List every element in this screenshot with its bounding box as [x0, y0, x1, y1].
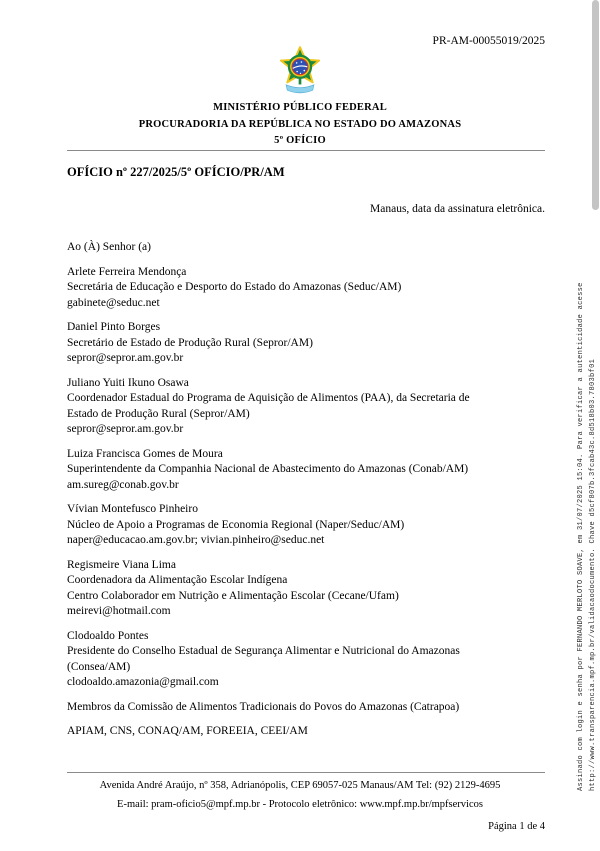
recipient-title: Secretária de Educação e Desporto do Estado do Amazonas (Seduc/AM): [67, 281, 402, 293]
protocol-number: PR-AM-00055019/2025: [432, 35, 545, 47]
recipient-block: [67, 447, 545, 494]
recipient-email: sepror@sepror.am.gov.br: [67, 352, 184, 364]
footer-address: Avenida André Araújo, nº 358, Adrianópolis, CEP 69057-025 Manaus/AM Tel: (92) 2129-4695: [99, 780, 501, 791]
recipient-email: gabinete@seduc.net: [67, 296, 160, 309]
recipient-block: [67, 320, 545, 367]
recipient-name: Juliano Yuiti Ikuno Osawa: [67, 376, 189, 389]
recipient-name: Daniel Pinto Borges: [67, 321, 161, 333]
recipient-block: [67, 376, 545, 438]
recipient-name: Arlete Ferreira Mendonça: [67, 265, 187, 278]
salutation: Ao (À) Senhor (a): [67, 241, 151, 253]
recipient-title: Secretário de Estado de Produção Rural (Sepror/AM): [67, 336, 313, 349]
org-name: MINISTÉRIO PÚBLICO FEDERAL: [213, 102, 387, 113]
organizations-line: APIAM, CNS, CONAQ/AM, FOREEIA, CEEI/AM: [67, 725, 308, 737]
footer-divider: [67, 772, 545, 773]
recipient-title: Presidente do Conselho Estadual de Segurança Alimentar e Nutricional do Amazonas: [67, 645, 460, 657]
recipient-email: clodoaldo.amazonia@gmail.com: [67, 676, 219, 688]
document-title: OFÍCIO nº 227/2025/5º OFÍCIO/PR/AM: [67, 165, 285, 179]
recipient-title-cont: Centro Colaborador em Nutrição e Alimentação Escolar (Cecane/Ufam): [67, 589, 399, 602]
recipient-name: Vívian Montefusco Pinheiro: [67, 503, 198, 515]
recipient-email: meirevi@hotmail.com: [67, 605, 171, 617]
recipient-email: naper@educacao.am.gov.br; vivian.pinheiro@seduc.net: [67, 534, 325, 546]
signature-stamp-line1: Assinado com login e senha por FERNANDO MERLOTO SOAVE, em 31/07/2025 15:04. Para verificar a autenticidade acesse: [577, 282, 585, 791]
recipient-block: [67, 558, 545, 620]
recipient-email: am.sureg@conab.gov.br: [67, 478, 179, 491]
dateline: Manaus, data da assinatura eletrônica.: [370, 203, 545, 215]
members-line: Membros da Comissão de Alimentos Tradicionais do Povos do Amazonas (Catrapoa): [67, 700, 460, 713]
recipient-block: [67, 629, 545, 691]
recipient-name: Clodoaldo Pontes: [67, 629, 149, 642]
letter-body: [67, 240, 545, 749]
letterhead: [0, 100, 600, 150]
recipient-title-cont: (Consea/AM): [67, 660, 131, 673]
signature-stamp-line2: http://www.transparencia.mpf.mp.br/validacaodocumento. Chave d5cf807b.3fcab43c.8d518b03.7803bf01: [589, 358, 597, 791]
recipient-title-cont: Estado de Produção Rural (Sepror/AM): [67, 407, 250, 420]
org-office: 5º OFÍCIO: [274, 135, 326, 146]
recipient-block: [67, 502, 545, 549]
recipient-title: Coordenadora da Alimentação Escolar Indígena: [67, 574, 288, 586]
footer-contact: E-mail: pram-oficio5@mpf.mp.br - Protocolo eletrônico: www.mpf.mp.br/mpfservicos: [117, 799, 483, 810]
org-unit: PROCURADORIA DA REPÚBLICA NO ESTADO DO AMAZONAS: [138, 118, 462, 130]
recipient-block: [67, 265, 545, 312]
header-divider: [67, 150, 545, 151]
recipient-title: Coordenador Estadual do Programa de Aquisição de Alimentos (PAA), da Secretaria de: [67, 392, 470, 404]
scrollbar-thumb[interactable]: [592, 0, 599, 210]
recipient-name: Luiza Francisca Gomes de Moura: [67, 447, 223, 460]
recipient-title: Núcleo de Apoio a Programas de Economia Regional (Naper/Seduc/AM): [67, 518, 405, 531]
recipient-name: Regismeire Viana Lima: [67, 558, 176, 571]
coat-of-arms-icon: [0, 46, 600, 98]
page-number: Página 1 de 4: [488, 821, 545, 832]
recipient-email: sepror@sepror.am.gov.br: [67, 423, 184, 435]
recipient-title: Superintendente da Companhia Nacional de Abastecimento do Amazonas (Conab/AM): [67, 463, 469, 475]
